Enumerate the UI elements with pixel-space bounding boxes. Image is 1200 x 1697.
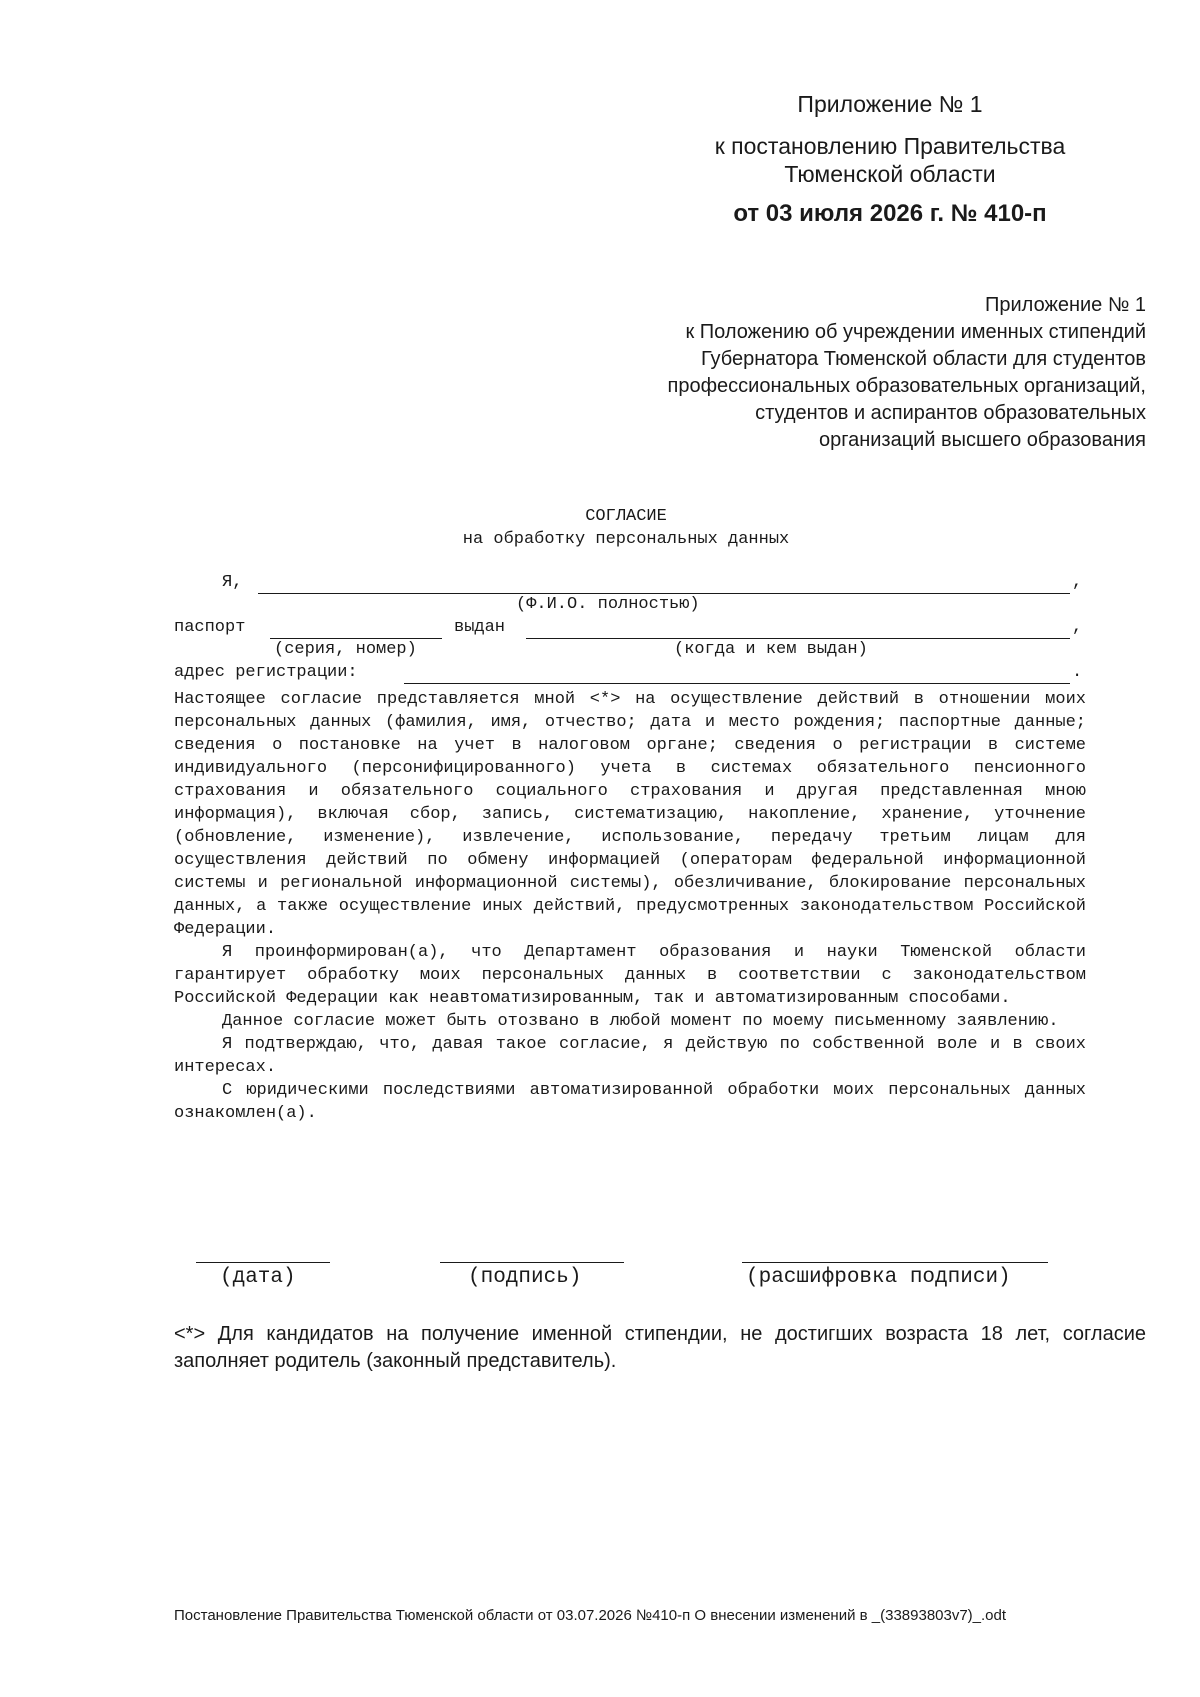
appendix-number: Приложение № 1 <box>797 91 983 117</box>
sub-appendix-line: Губернатора Тюменской области для студентов <box>701 348 1146 370</box>
consent-form <box>174 572 1086 684</box>
consent-paragraph: С юридическими последствиями автоматизированной обработки моих персональных данных ознакомлен(а). <box>174 1081 1086 1123</box>
date-field[interactable] <box>196 1262 330 1263</box>
signature-field[interactable] <box>440 1262 624 1263</box>
i-label: Я, <box>222 573 243 592</box>
fio-field[interactable] <box>258 593 1070 594</box>
appendix-header-main <box>640 90 1140 228</box>
title-consent: СОГЛАСИЕ <box>585 507 667 526</box>
sub-appendix-line: студентов и аспирантов образовательных <box>755 402 1146 424</box>
issued-by-field[interactable] <box>526 638 1070 639</box>
date-caption: (дата) <box>220 1266 296 1289</box>
consent-paragraph: Я проинформирован(а), что Департамент образования и науки Тюменской области гарантирует обработку моих персональных данных в соответствии с законодательством Российской Федерации как неавтоматизированным, так и автоматизированным способами. <box>174 943 1086 1008</box>
footnote: <*> Для кандидатов на получение именной стипендии, не достигших возраста 18 лет, согласие заполняет родитель (законный представитель). <box>174 1323 1146 1372</box>
address-field[interactable] <box>404 683 1070 684</box>
sub-appendix-line: к Положению об учреждении именных стипендий <box>685 321 1146 343</box>
sub-appendix-line: организаций высшего образования <box>818 429 1146 451</box>
issued-label: выдан <box>454 618 506 637</box>
signature-decode-field[interactable] <box>742 1262 1048 1263</box>
issued-comma: , <box>1072 618 1083 637</box>
issued-by-caption: (когда и кем выдан) <box>674 640 868 659</box>
resolution-region: Тюменской области <box>784 161 996 187</box>
document-footer: Постановление Правительства Тюменской области от 03.07.2026 №410-п О внесении изменений в _(33893803v7)_.odt <box>174 1607 1007 1624</box>
signature-caption: (подпись) <box>468 1266 582 1289</box>
fio-comma: , <box>1072 573 1083 592</box>
consent-paragraph: Данное согласие может быть отозвано в любой момент по моему письменному заявлению. <box>222 1012 1059 1031</box>
appendix-header-sub <box>546 292 1146 454</box>
sub-appendix-number: Приложение № 1 <box>985 294 1146 316</box>
passport-label: паспорт <box>174 618 246 637</box>
consent-body <box>174 688 1086 1125</box>
resolution-date-number: от 03 июля 2026 г. № 410-п <box>733 200 1047 227</box>
series-caption: (серия, номер) <box>274 640 417 659</box>
resolution-reference: к постановлению Правительства <box>714 133 1066 159</box>
passport-series-field[interactable] <box>270 638 442 639</box>
signature-decode-caption: (расшифровка подписи) <box>746 1266 1011 1289</box>
consent-paragraph: Я подтверждаю, что, давая такое согласие, я действую по собственной воле и в своих интересах. <box>174 1035 1086 1077</box>
consent-paragraph: Настоящее согласие представляется мной <*> на осуществление действий в отношении моих персональных данных (фамилия, имя, отчество; дата и место рождения; паспортные данные; сведения о постановке на учет в налоговом органе; сведения о регистрации в системе индивидуального (персонифицированного) учета в системах обязательного пенсионного страхования и обязательного социального страхования и другая представленная мною информация), включая сбор, запись, систематизацию, накопление, хранение, уточнение (обновление, изменение), извлечение, использование, передачу третьим лицам для осуществления действий по обмену информацией (операторам федеральной информационной системы и региональной информационной системы), обезличивание, блокирование персональных данных, а также осуществление иных действий, предусмотренных законодательством Российской Федерации. <box>174 690 1086 939</box>
address-period: . <box>1072 663 1083 682</box>
fio-caption: (Ф.И.О. полностью) <box>516 595 700 614</box>
sub-appendix-line: профессиональных образовательных организаций, <box>667 375 1146 397</box>
address-label: адрес регистрации: <box>174 663 358 682</box>
document-title <box>174 505 1078 551</box>
title-subject: на обработку персональных данных <box>462 530 790 549</box>
